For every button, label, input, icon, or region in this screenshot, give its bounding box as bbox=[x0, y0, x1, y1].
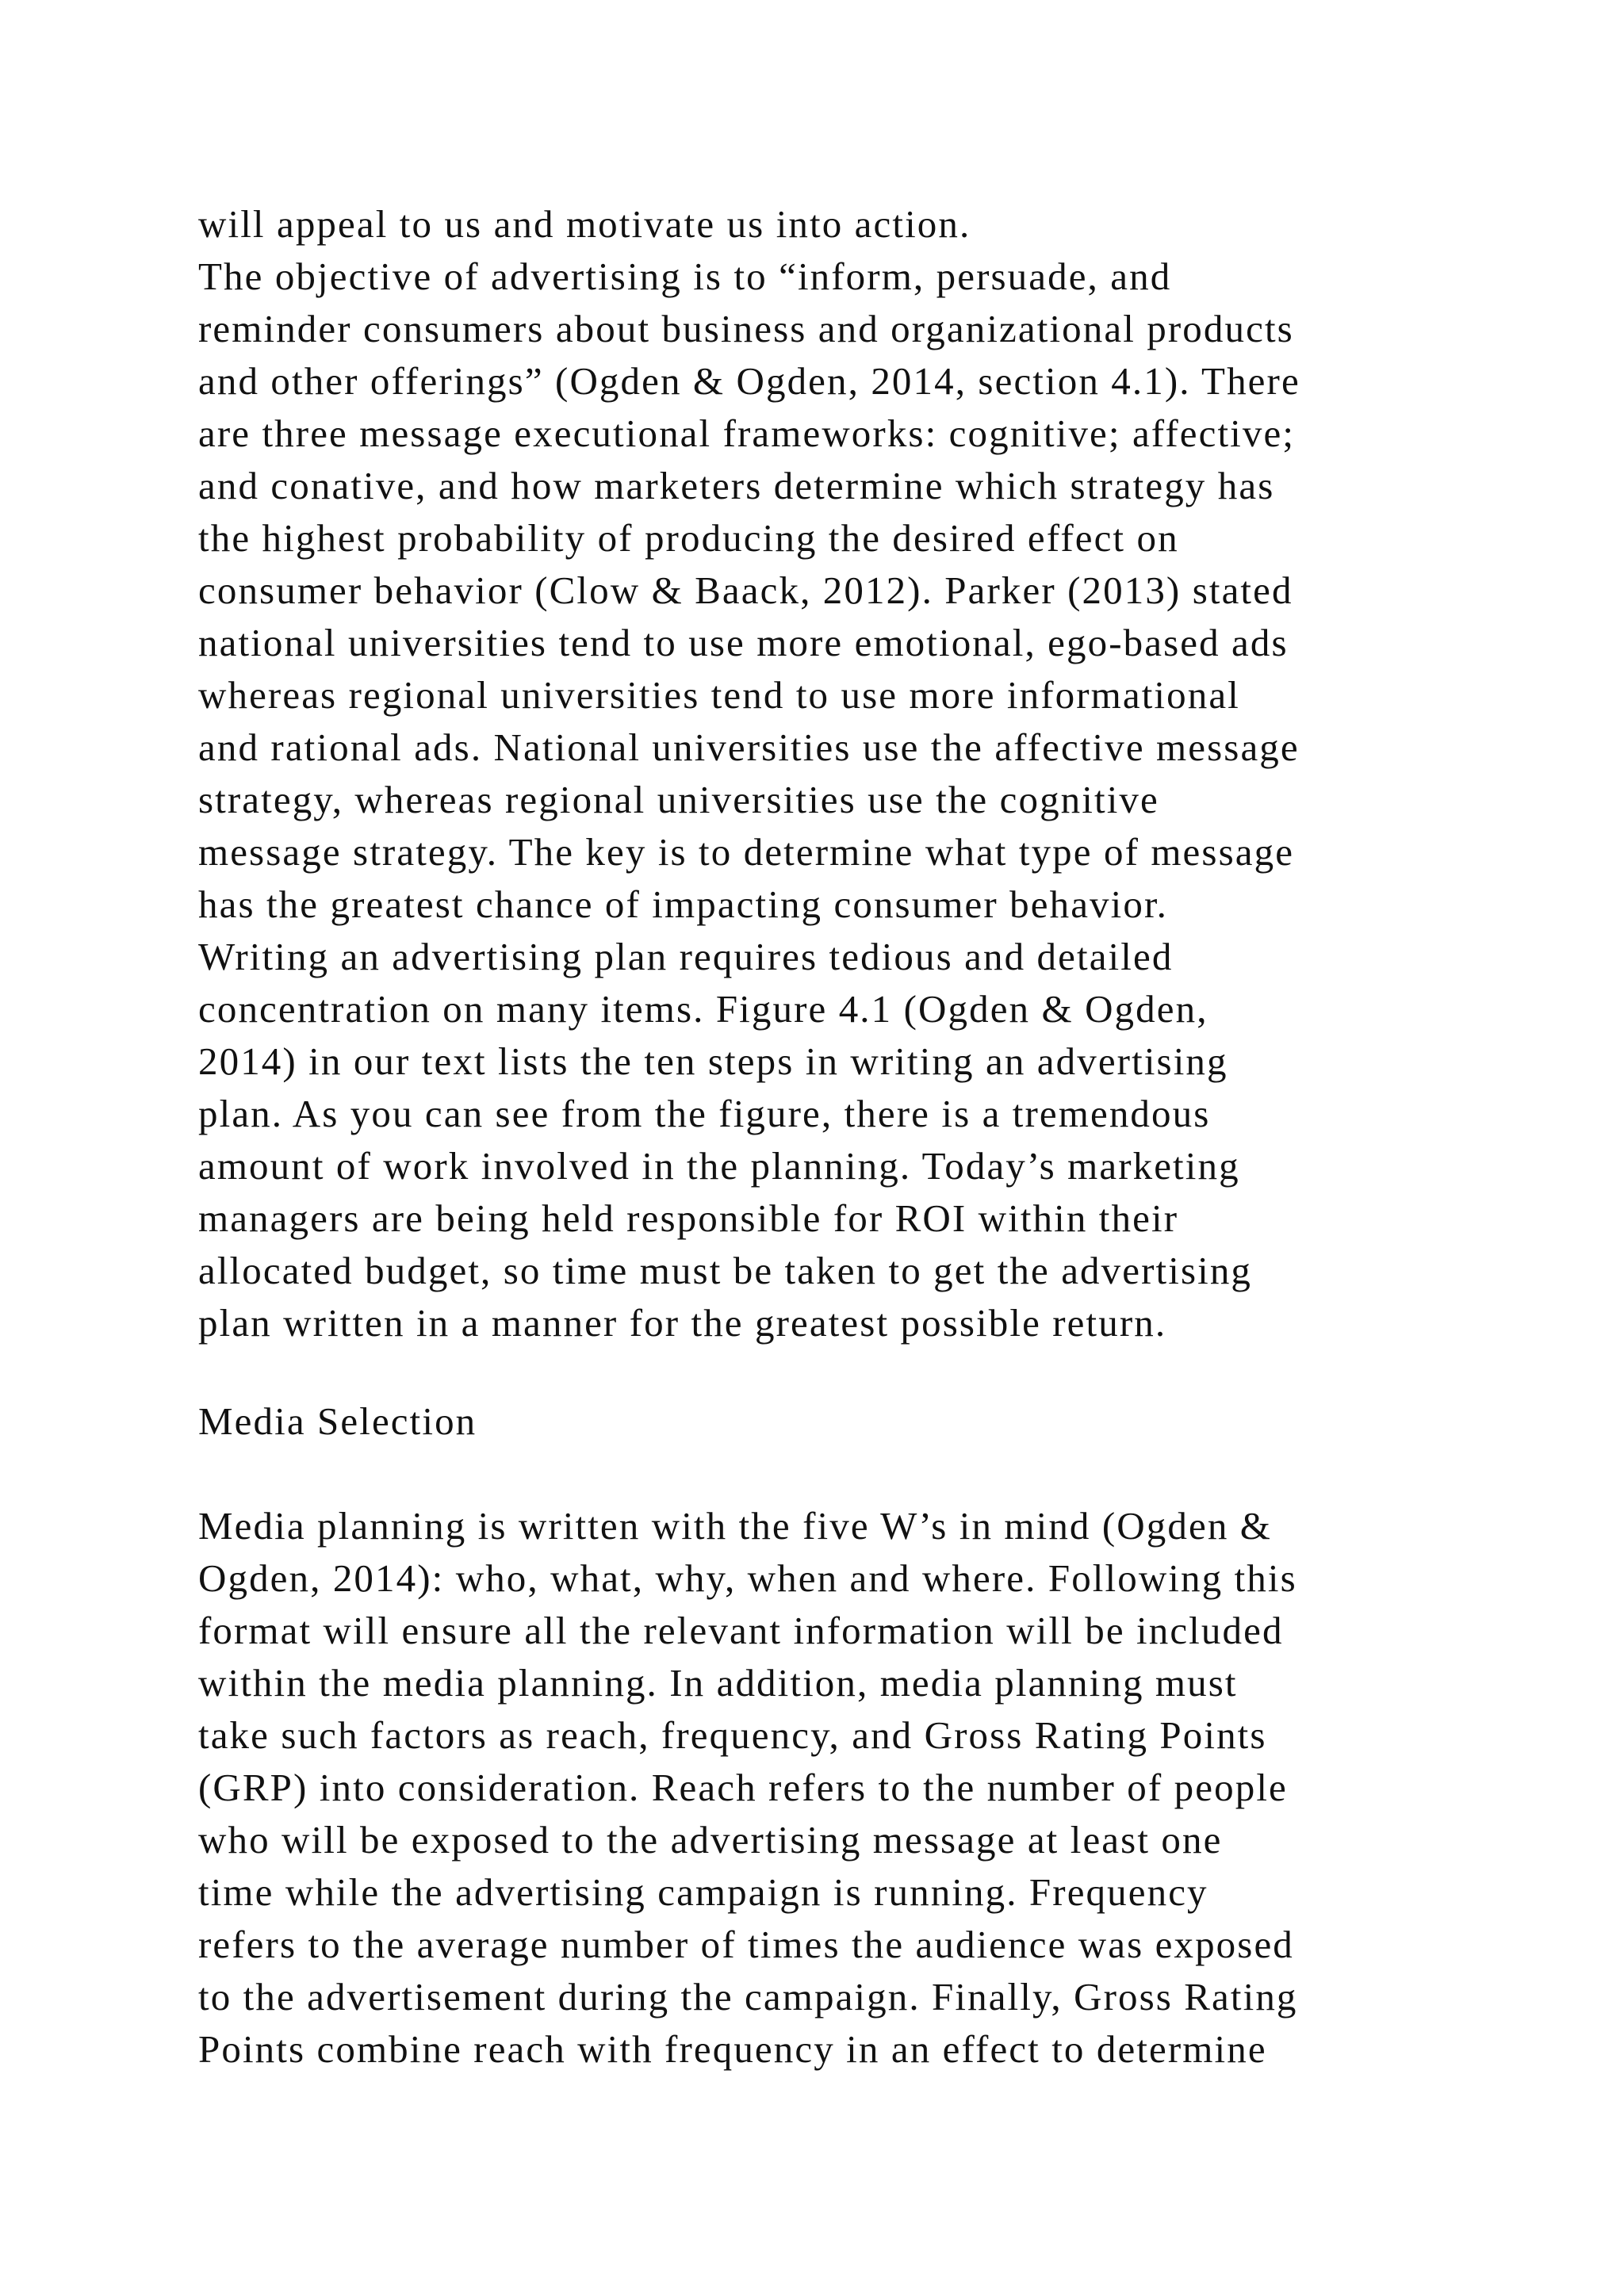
text-line: (GRP) into consideration. Reach refers to the number of people bbox=[198, 1766, 1288, 1809]
text-line: and rational ads. National universities use the affective message bbox=[198, 725, 1300, 769]
text-line: has the greatest chance of impacting consumer behavior. bbox=[198, 882, 1169, 926]
text-line: to the advertisement during the campaign. Finally, Gross Rating bbox=[198, 1975, 1298, 2019]
text-line: the highest probability of producing the desired effect on bbox=[198, 516, 1179, 560]
text-line: and conative, and how marketers determine which strategy has bbox=[198, 464, 1275, 507]
text-line: 2014) in our text lists the ten steps in writing an advertising bbox=[198, 1039, 1228, 1083]
paragraph-2 bbox=[198, 1500, 1546, 2076]
text-line: whereas regional universities tend to use more informational bbox=[198, 673, 1240, 717]
text-line: refers to the average number of times the audience was exposed bbox=[198, 1923, 1294, 1966]
text-line: strategy, whereas regional universities use the cognitive bbox=[198, 778, 1159, 821]
text-line: plan. As you can see from the figure, there is a tremendous bbox=[198, 1092, 1211, 1135]
text-line: who will be exposed to the advertising message at least one bbox=[198, 1818, 1223, 1862]
section-heading-text: Media Selection bbox=[198, 1399, 477, 1443]
text-line: Writing an advertising plan requires tedious and detailed bbox=[198, 935, 1174, 978]
text-line: will appeal to us and motivate us into action. bbox=[198, 202, 971, 246]
text-line: time while the advertising campaign is running. Frequency bbox=[198, 1870, 1208, 1914]
text-line: Points combine reach with frequency in an effect to determine bbox=[198, 2027, 1267, 2071]
text-line: and other offerings” (Ogden & Ogden, 2014, section 4.1). There bbox=[198, 359, 1300, 403]
text-line: consumer behavior (Clow & Baack, 2012). Parker (2013) stated bbox=[198, 568, 1293, 612]
text-line: amount of work involved in the planning. Today’s marketing bbox=[198, 1144, 1240, 1188]
text-line: message strategy. The key is to determine what type of message bbox=[198, 830, 1295, 874]
text-line: managers are being held responsible for ROI within their bbox=[198, 1196, 1179, 1240]
text-line: allocated budget, so time must be taken to get the advertising bbox=[198, 1249, 1253, 1292]
text-line: concentration on many items. Figure 4.1 (Ogden & Ogden, bbox=[198, 987, 1208, 1031]
text-line: The objective of advertising is to “inform, persuade, and bbox=[198, 254, 1172, 298]
text-line: reminder consumers about business and organizational products bbox=[198, 307, 1294, 350]
text-line: Ogden, 2014): who, what, why, when and where. Following this bbox=[198, 1556, 1297, 1600]
section-heading bbox=[198, 1395, 1546, 1448]
text-line: plan written in a manner for the greatest possible return. bbox=[198, 1301, 1167, 1345]
paragraph-1 bbox=[198, 198, 1546, 1349]
text-line: take such factors as reach, frequency, and Gross Rating Points bbox=[198, 1713, 1267, 1757]
text-line: within the media planning. In addition, media planning must bbox=[198, 1661, 1238, 1705]
text-line: national universities tend to use more emotional, ego-based ads bbox=[198, 621, 1289, 664]
text-line: format will ensure all the relevant information will be included bbox=[198, 1609, 1284, 1652]
text-line: Media planning is written with the five W’s in mind (Ogden & bbox=[198, 1504, 1272, 1548]
text-line: are three message executional frameworks: cognitive; affective; bbox=[198, 411, 1296, 455]
